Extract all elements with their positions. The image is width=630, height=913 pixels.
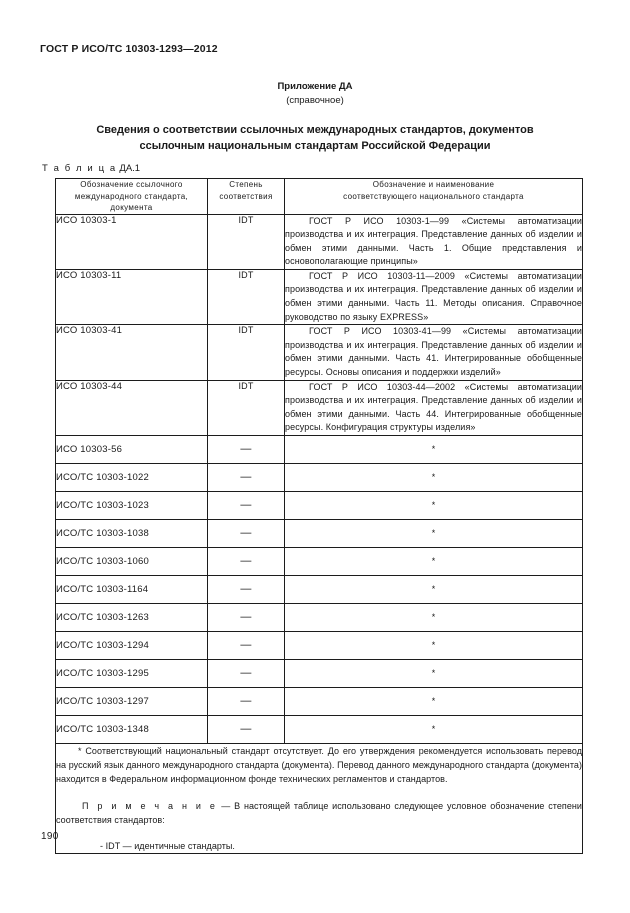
column-header-national <box>285 179 583 215</box>
table-footnote-row <box>56 744 583 854</box>
note-text: — В настоящей таблице использовано следующее условное обозначение степени соответствия стандартов: <box>56 800 583 825</box>
cell-reference-standard: ИСО 10303-41 <box>56 325 208 380</box>
cell-reference-standard: ИСО/ТС 10303-1297 <box>56 688 208 716</box>
cell-national-standard: * <box>285 520 583 548</box>
cell-national-standard: * <box>285 492 583 520</box>
cell-degree-of-correspondence: — <box>208 660 285 688</box>
cell-national-standard <box>285 380 583 435</box>
table-row <box>56 325 583 380</box>
cell-national-standard <box>285 214 583 269</box>
table-row <box>56 716 583 744</box>
table-header-row <box>56 179 583 215</box>
cell-degree-of-correspondence: IDT <box>208 269 285 324</box>
cell-reference-standard: ИСО/ТС 10303-1294 <box>56 632 208 660</box>
col1-line2: международного стандарта, <box>74 191 189 201</box>
cell-national-standard <box>285 269 583 324</box>
cell-reference-standard: ИСО/ТС 10303-1038 <box>56 520 208 548</box>
table-row <box>56 269 583 324</box>
cell-degree-of-correspondence: — <box>208 548 285 576</box>
cell-degree-of-correspondence: — <box>208 492 285 520</box>
cell-degree-of-correspondence: — <box>208 632 285 660</box>
cell-reference-standard: ИСО/ТС 10303-1023 <box>56 492 208 520</box>
col1-line1: Обозначение ссылочного <box>80 180 183 189</box>
col1-line3: документа <box>110 203 153 212</box>
cell-degree-of-correspondence: — <box>208 688 285 716</box>
cell-reference-standard: ИСО/ТС 10303-1060 <box>56 548 208 576</box>
cell-degree-of-correspondence: — <box>208 464 285 492</box>
table-row <box>56 492 583 520</box>
table-caption-number: ДА.1 <box>119 163 141 174</box>
national-standard-text: ГОСТ Р ИСО 10303-44—2002 «Системы автоматизации производства и их интеграция. Представление данных об изделии и обмен этими данными. Часть 44. Интегрированные обобщенные ресурсы. Конфигурация структуры изделия» <box>285 381 582 433</box>
running-header: ГОСТ Р ИСО/ТС 10303-1293—2012 <box>40 43 218 55</box>
cell-reference-standard: ИСО/ТС 10303-1022 <box>56 464 208 492</box>
table-row <box>56 380 583 435</box>
column-header-degree <box>208 179 285 215</box>
col3-line2: соответствующего национального стандарта <box>343 191 524 201</box>
cell-reference-standard: ИСО 10303-11 <box>56 269 208 324</box>
cell-national-standard: * <box>285 436 583 464</box>
correspondence-table-wrapper <box>55 178 582 854</box>
table-row <box>56 604 583 632</box>
table-caption-prefix: Т а б л и ц а <box>42 163 117 174</box>
annex-heading-block <box>0 80 630 108</box>
cell-degree-of-correspondence: — <box>208 520 285 548</box>
table-row <box>56 576 583 604</box>
page-title-line1: Сведения о соответствии ссылочных международных стандартов, документов <box>96 124 534 136</box>
national-standard-text: ГОСТ Р ИСО 10303-1—99 «Системы автоматизации производства и их интеграция. Представление данных об изделии и обмен этими данными. Часть 1. Общие представления и основополагающие принципы» <box>285 215 582 267</box>
cell-national-standard: * <box>285 576 583 604</box>
cell-degree-of-correspondence: — <box>208 436 285 464</box>
page-number: 190 <box>41 831 59 842</box>
col2-line2: соответствия <box>219 191 273 201</box>
cell-degree-of-correspondence: IDT <box>208 214 285 269</box>
col3-line1: Обозначение и наименование <box>372 180 495 189</box>
note-paragraph <box>56 799 582 827</box>
cell-degree-of-correspondence: — <box>208 576 285 604</box>
cell-reference-standard: ИСО 10303-1 <box>56 214 208 269</box>
note-label: П р и м е ч а н и е <box>82 800 218 811</box>
national-standard-text: ГОСТ Р ИСО 10303-11—2009 «Системы автоматизации производства и их интеграция. Представление данных об изделии и обмен этими данными. Часть 11. Методы описания. Справочное руководство по языку EXPRESS» <box>285 270 582 322</box>
idt-definition: - IDT — идентичные стандарты. <box>100 841 235 852</box>
table-row <box>56 632 583 660</box>
table-row <box>56 688 583 716</box>
cell-degree-of-correspondence: — <box>208 604 285 632</box>
cell-national-standard: * <box>285 464 583 492</box>
page-title-line2: ссылочным национальным стандартам Российской Федерации <box>139 140 491 152</box>
cell-national-standard: * <box>285 604 583 632</box>
table-row <box>56 660 583 688</box>
cell-national-standard: * <box>285 660 583 688</box>
cell-national-standard: * <box>285 716 583 744</box>
table-row <box>56 520 583 548</box>
cell-national-standard: * <box>285 688 583 716</box>
annex-title: Приложение ДА <box>277 81 353 92</box>
table-row <box>56 214 583 269</box>
table-row <box>56 436 583 464</box>
table-row <box>56 464 583 492</box>
annex-subtitle: (справочное) <box>286 95 344 106</box>
cell-reference-standard: ИСО/ТС 10303-1164 <box>56 576 208 604</box>
page-title <box>60 122 570 154</box>
column-header-reference <box>56 179 208 215</box>
asterisk-footnote: * Соответствующий национальный стандарт отсутствует. До его утверждения рекомендуется использовать перевод на русский язык данного международного стандарта (документа). Перевод данного международного стандарта (документа) находится в Федеральном информационном фонде технических регламентов и стандартов. <box>56 746 582 785</box>
table-footnotes <box>56 744 583 854</box>
cell-degree-of-correspondence: — <box>208 716 285 744</box>
national-standard-text: ГОСТ Р ИСО 10303-41—99 «Системы автоматизации производства и их интеграция. Представление данных об изделии и обмен этими данными. Часть 41. Интегрированные обобщенные ресурсы. Основы описания и поддержки изделий» <box>285 326 582 378</box>
cell-national-standard: * <box>285 632 583 660</box>
table-row <box>56 548 583 576</box>
correspondence-table <box>55 178 583 854</box>
cell-national-standard <box>285 325 583 380</box>
cell-degree-of-correspondence: IDT <box>208 380 285 435</box>
cell-reference-standard: ИСО 10303-44 <box>56 380 208 435</box>
cell-degree-of-correspondence: IDT <box>208 325 285 380</box>
cell-reference-standard: ИСО/ТС 10303-1263 <box>56 604 208 632</box>
table-caption <box>42 163 140 174</box>
cell-national-standard: * <box>285 548 583 576</box>
cell-reference-standard: ИСО/ТС 10303-1295 <box>56 660 208 688</box>
cell-reference-standard: ИСО 10303-56 <box>56 436 208 464</box>
col2-line1: Степень <box>229 180 263 189</box>
cell-reference-standard: ИСО/ТС 10303-1348 <box>56 716 208 744</box>
